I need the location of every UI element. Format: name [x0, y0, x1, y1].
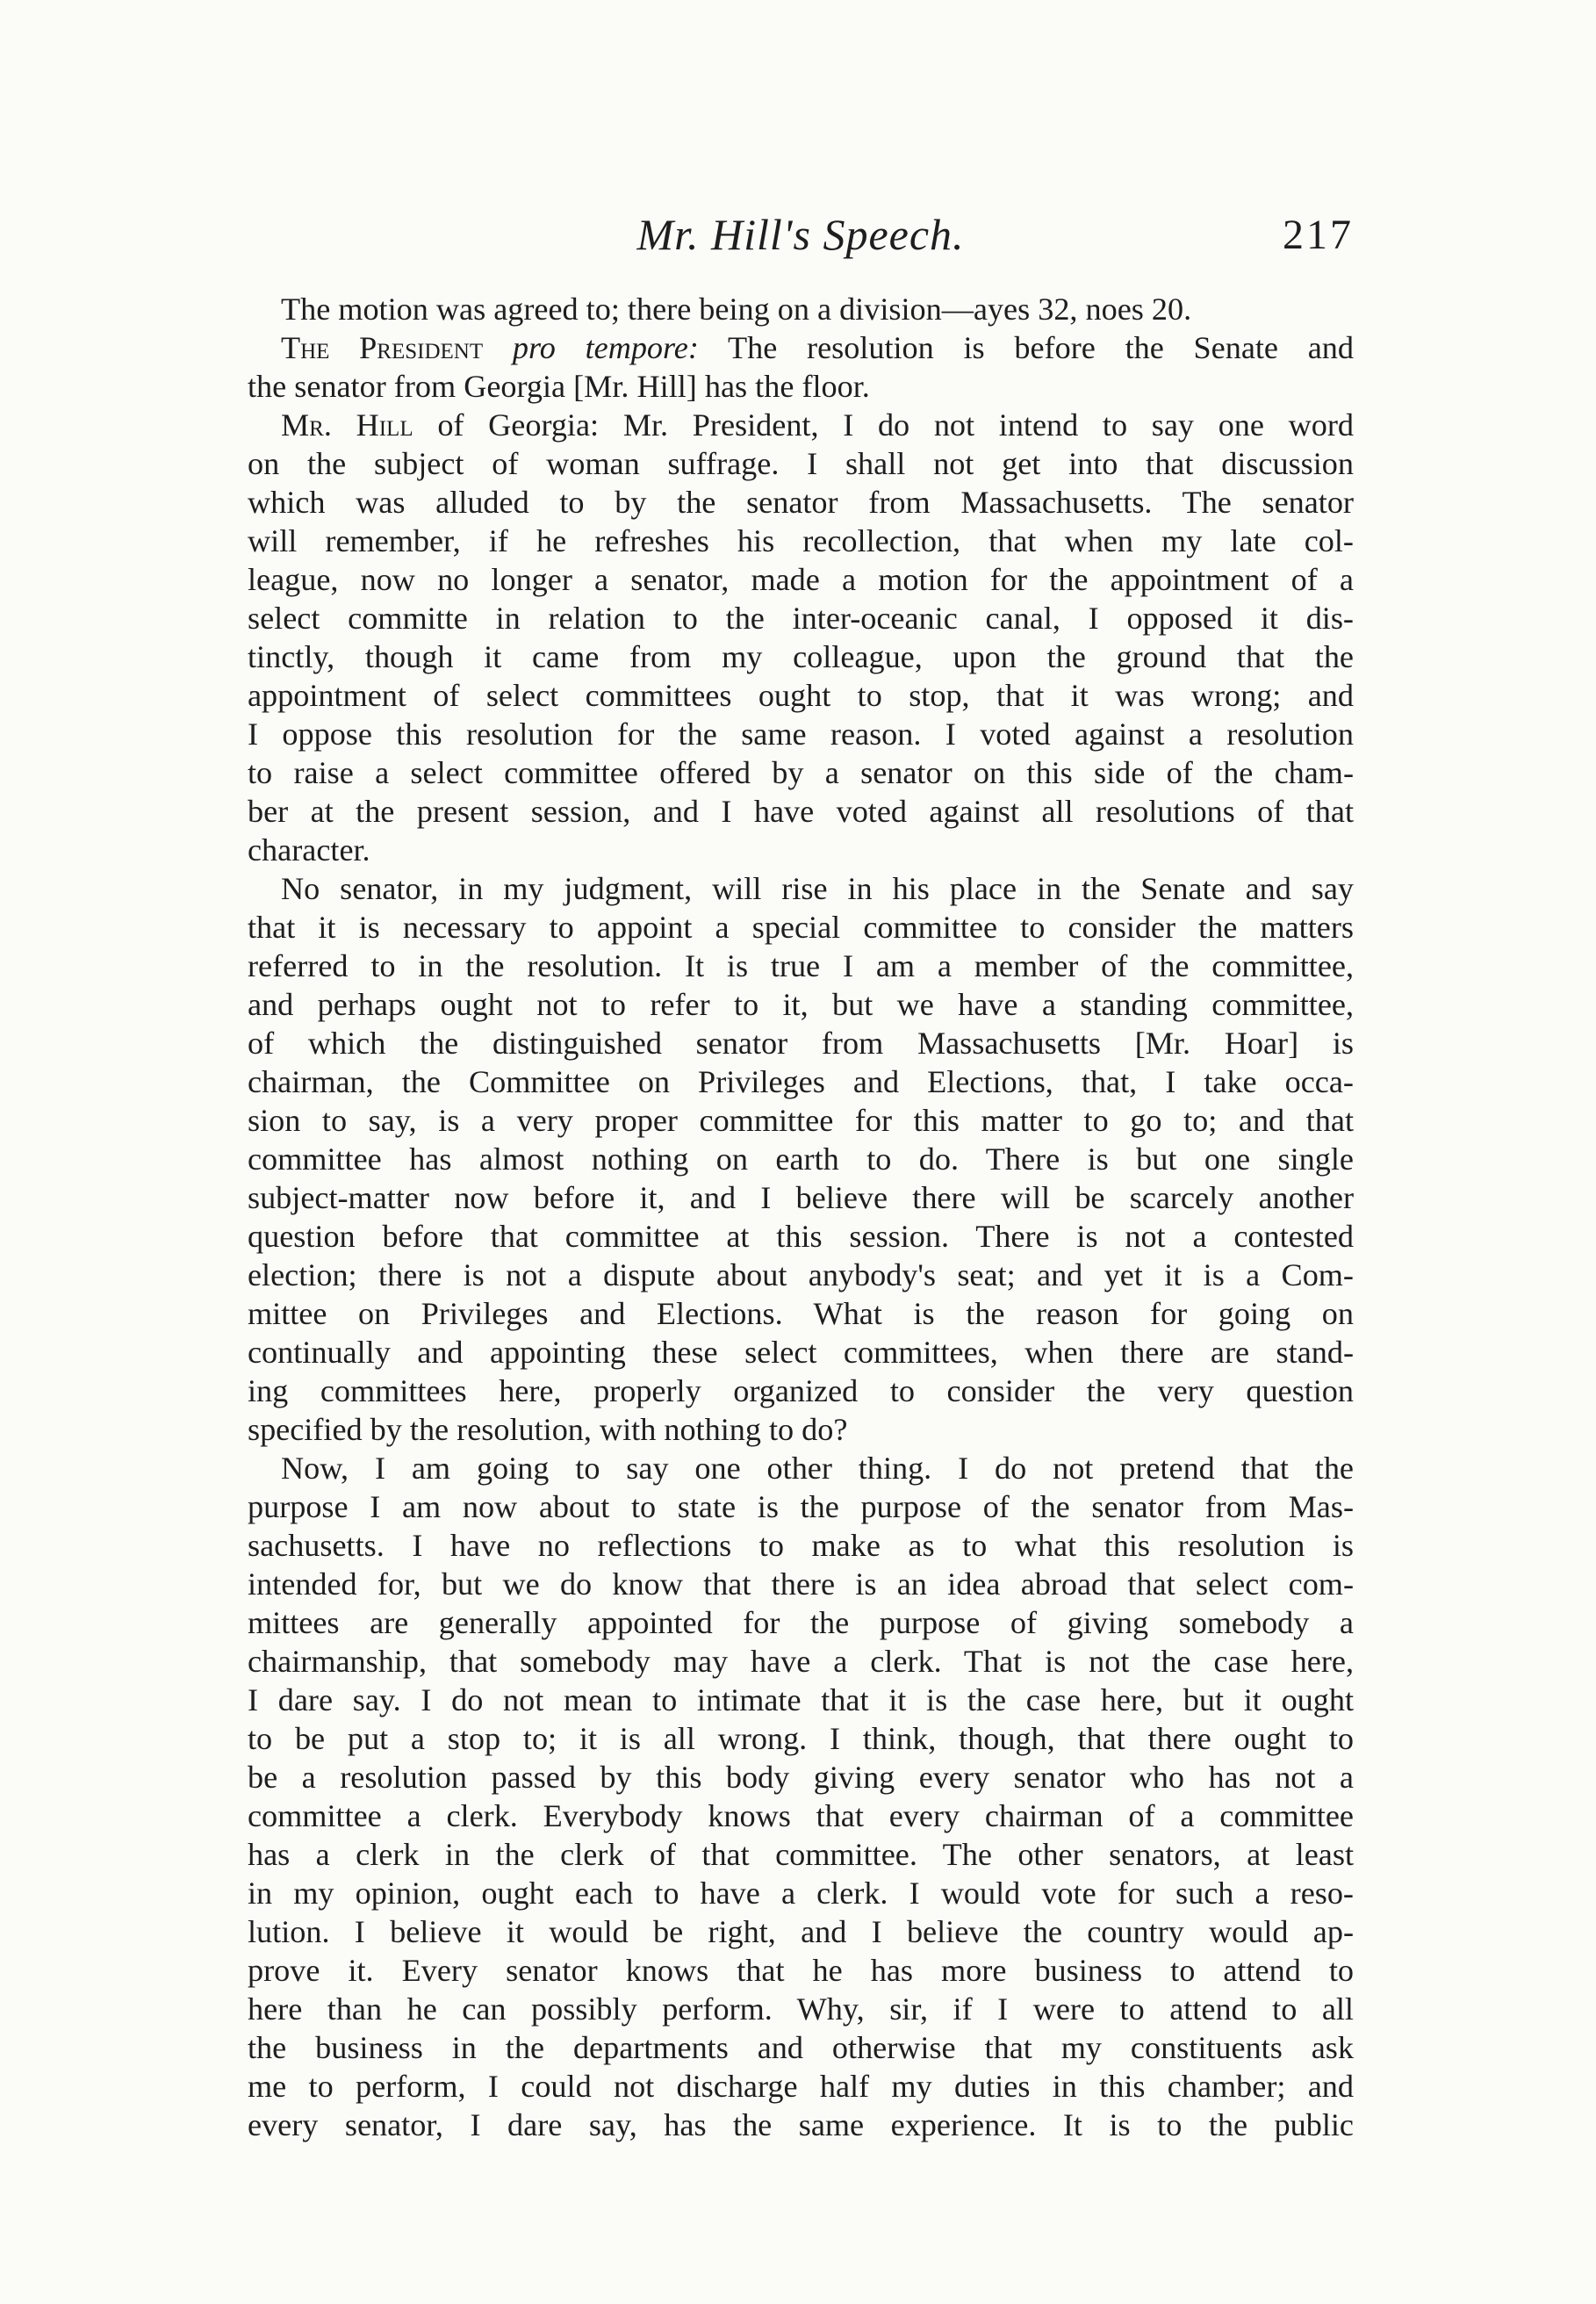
text-line: [248, 1062, 1354, 1101]
paragraph: [248, 406, 1354, 869]
text-line: [248, 985, 1354, 1024]
line-text: I dare say. I do not mean to intimate that it is the case here, but it ought: [248, 1682, 1354, 1717]
line-text: be a resolution passed by this body giving every senator who has not a: [248, 1760, 1354, 1795]
line-text: committee a clerk. Everybody knows that every chairman of a committee: [248, 1798, 1354, 1833]
line-text: league, now no longer a senator, made a motion for the appointment of a: [248, 562, 1354, 597]
line-text: chairmanship, that somebody may have a clerk. That is not the case here,: [248, 1644, 1354, 1679]
text-line: [248, 1796, 1354, 1835]
speaker-suffix: pro tempore:: [512, 330, 699, 365]
text-line: [248, 792, 1354, 831]
text-line: [248, 1951, 1354, 1990]
text-line: [248, 367, 1354, 406]
text-line: [248, 753, 1354, 792]
line-text: select committe in relation to the inter-oceanic canal, I opposed it dis-: [248, 601, 1354, 636]
text-line: [248, 2106, 1354, 2144]
line-text: ing committees here, properly organized to consider the very question: [248, 1373, 1354, 1408]
line-text: ber at the present session, and I have voted against all resolutions of that: [248, 794, 1354, 829]
text-line: [248, 2028, 1354, 2067]
page-number: 217: [1283, 212, 1354, 258]
text-line: [248, 406, 1354, 444]
text-line: [248, 1603, 1354, 1642]
line-text: The resolution is before the Senate and: [728, 330, 1354, 365]
line-text: prove it. Every senator knows that he has more business to attend to: [248, 1953, 1354, 1988]
paragraph: [248, 328, 1354, 406]
line-text: to be put a stop to; it is all wrong. I think, though, that there ought to: [248, 1721, 1354, 1756]
line-text: The motion was agreed to; there being on a division—ayes 32, noes 20.: [281, 292, 1192, 327]
line-text: sachusetts. I have no reflections to make as to what this resolution is: [248, 1528, 1354, 1563]
text-line: [248, 908, 1354, 947]
line-text: committee has almost nothing on earth to do. There is but one single: [248, 1141, 1354, 1177]
speaker-name: The President: [281, 330, 484, 365]
line-text: character.: [248, 832, 370, 868]
line-text: intended for, but we do know that there is an idea abroad that select com-: [248, 1566, 1354, 1602]
line-text: to raise a select committee offered by a senator on this side of the cham-: [248, 755, 1354, 790]
line-text: question before that committee at this session. There is not a contested: [248, 1219, 1354, 1254]
line-text: purpose I am now about to state is the purpose of the senator from Mas-: [248, 1489, 1354, 1524]
text-line: [248, 328, 1354, 367]
text-line: [248, 1024, 1354, 1062]
text-line: [248, 1758, 1354, 1796]
running-title: Mr. Hill's Speech.: [636, 210, 965, 259]
line-text: the business in the departments and otherwise that my constituents ask: [248, 2030, 1354, 2065]
paragraph: [248, 290, 1354, 328]
text-line: [248, 1990, 1354, 2028]
line-text: in my opinion, ought each to have a clerk. I would vote for such a reso-: [248, 1876, 1354, 1911]
text-line: [248, 1449, 1354, 1487]
line-text: on the subject of woman suffrage. I shall not get into that discussion: [248, 446, 1354, 481]
line-text: appointment of select committees ought to stop, that it was wrong; and: [248, 678, 1354, 713]
line-text: of which the distinguished senator from Massachusetts [Mr. Hoar] is: [248, 1026, 1354, 1061]
text-line: [248, 1372, 1354, 1410]
text-line: [248, 1140, 1354, 1178]
line-text: the senator from Georgia [Mr. Hill] has the floor.: [248, 369, 870, 404]
line-text: continually and appointing these select committees, when there are stand-: [248, 1335, 1354, 1370]
page-header: [248, 209, 1354, 270]
text-line: [248, 1101, 1354, 1140]
text-line: [248, 831, 1354, 869]
text-line: [248, 599, 1354, 637]
text-line: [248, 676, 1354, 715]
paragraph: [248, 1449, 1354, 2144]
line-text: will remember, if he refreshes his recollection, that when my late col-: [248, 523, 1354, 558]
text-line: [248, 483, 1354, 522]
text-line: [248, 947, 1354, 985]
line-text: chairman, the Committee on Privileges and Elections, that, I take occa-: [248, 1064, 1354, 1099]
text-line: [248, 1178, 1354, 1217]
paragraph: [248, 869, 1354, 1449]
line-text: sion to say, is a very proper committee for this matter to go to; and that: [248, 1103, 1354, 1138]
speaker-suffix: of Georgia:: [437, 407, 600, 443]
line-text: Mr. President, I do not intend to say one word: [622, 407, 1355, 443]
text-line: [248, 560, 1354, 599]
text-line: [248, 1912, 1354, 1951]
text-line: [248, 1874, 1354, 1912]
text-line: [248, 1526, 1354, 1565]
line-text: me to perform, I could not discharge half my duties in this chamber; and: [248, 2069, 1354, 2104]
text-line: [248, 1294, 1354, 1333]
line-text: tinctly, though it came from my colleague, upon the ground that the: [248, 639, 1354, 674]
line-text: mittees are generally appointed for the purpose of giving somebody a: [248, 1605, 1354, 1640]
line-text: and perhaps ought not to refer to it, but we have a standing committee,: [248, 987, 1354, 1022]
line-text: that it is necessary to appoint a special committee to consider the matters: [248, 910, 1354, 945]
text-line: [248, 1487, 1354, 1526]
text-line: [248, 637, 1354, 676]
line-text: Now, I am going to say one other thing. I do not pretend that the: [281, 1451, 1354, 1486]
speaker-name: Mr. Hill: [281, 407, 413, 443]
line-text: subject-matter now before it, and I believe there will be scarcely another: [248, 1180, 1354, 1215]
text-line: [248, 1642, 1354, 1681]
line-text: I oppose this resolution for the same reason. I voted against a resolution: [248, 716, 1354, 752]
text-line: [248, 444, 1354, 483]
body-text: [248, 290, 1354, 2144]
text-line: [248, 1835, 1354, 1874]
line-text: election; there is not a dispute about anybody's seat; and yet it is a Com-: [248, 1257, 1354, 1292]
line-text: lution. I believe it would be right, and I believe the country would ap-: [248, 1914, 1354, 1949]
text-line: [248, 1217, 1354, 1256]
text-line: [248, 1256, 1354, 1294]
text-line: [248, 522, 1354, 560]
line-text: mittee on Privileges and Elections. What is the reason for going on: [248, 1296, 1354, 1331]
text-line: [248, 1410, 1354, 1449]
text-line: [248, 1681, 1354, 1719]
text-line: [248, 1565, 1354, 1603]
line-text: has a clerk in the clerk of that committee. The other senators, at least: [248, 1837, 1354, 1872]
line-text: every senator, I dare say, has the same experience. It is to the public: [248, 2107, 1354, 2142]
text-line: [248, 1719, 1354, 1758]
line-text: No senator, in my judgment, will rise in his place in the Senate and say: [281, 871, 1354, 906]
text-line: [248, 869, 1354, 908]
text-line: [248, 715, 1354, 753]
line-text: specified by the resolution, with nothing to do?: [248, 1412, 848, 1447]
text-line: [248, 1333, 1354, 1372]
text-line: [248, 290, 1354, 328]
line-text: here than he can possibly perform. Why, sir, if I were to attend to all: [248, 1991, 1354, 2027]
line-text: referred to in the resolution. It is true I am a member of the committee,: [248, 948, 1354, 983]
line-text: which was alluded to by the senator from Massachusetts. The senator: [248, 485, 1354, 520]
text-line: [248, 2067, 1354, 2106]
